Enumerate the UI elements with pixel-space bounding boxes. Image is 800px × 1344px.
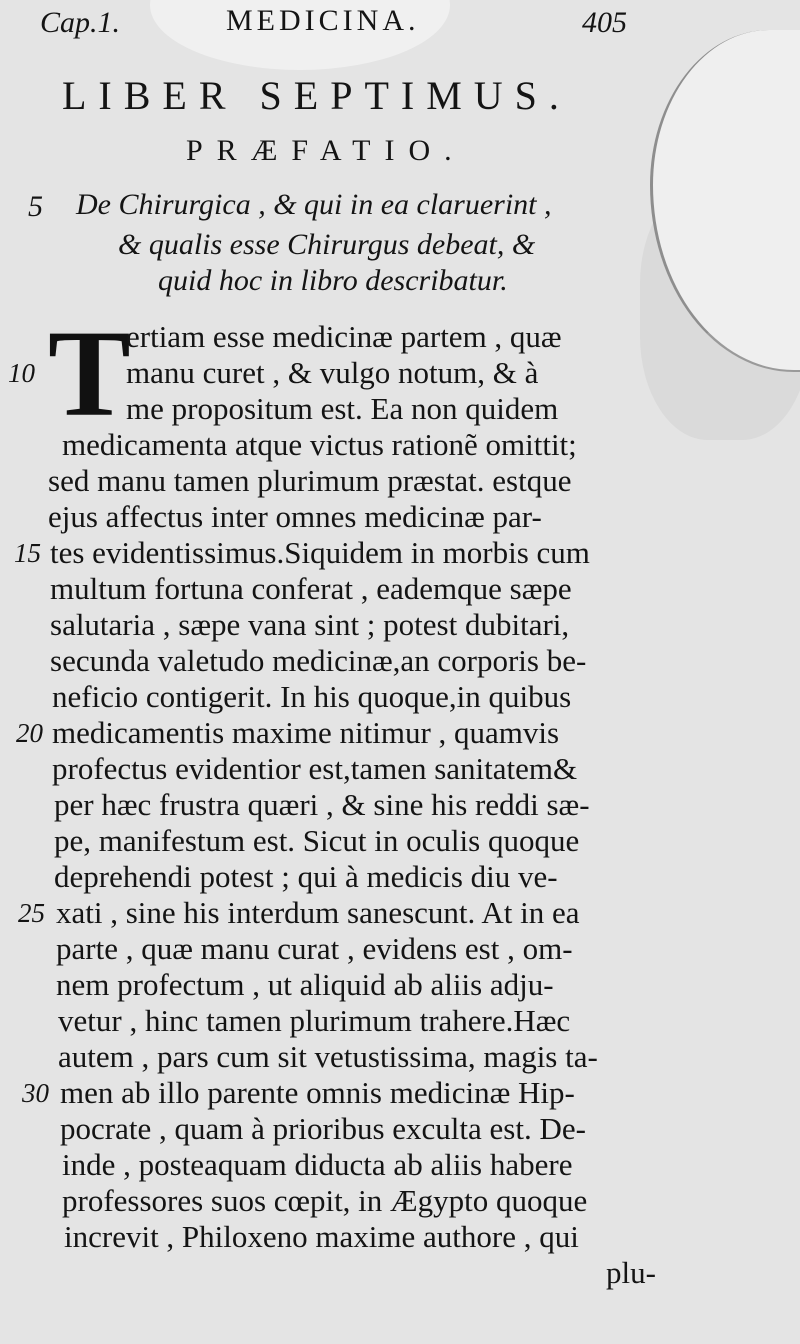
line-number-15: 15	[14, 538, 41, 568]
body-line: pe, manifestum est. Sicut in oculis quoque	[54, 823, 580, 858]
body-line: xati , sine his interdum sanescunt. At in ea	[56, 895, 580, 930]
body-line: salutaria , sæpe vana sint ; potest dubitari,	[50, 607, 570, 642]
line-number-20: 20	[16, 718, 43, 748]
subtitle-line: quid hoc in libro describatur.	[158, 264, 508, 297]
book-title: LIBER SEPTIMUS.	[62, 73, 571, 118]
body-line: me propositum est. Ea non quidem	[126, 391, 559, 426]
subtitle-line: & qualis esse Chirurgus debeat, &	[118, 228, 536, 261]
body-line: parte , quæ manu curat , evidens est , om-	[56, 931, 573, 966]
running-header-chapter: Cap.1.	[40, 6, 121, 39]
catchword: plu-	[606, 1255, 656, 1290]
body-line: medicamentis maxime nitimur , quamvis	[52, 715, 560, 750]
body-line: increvit , Philoxeno maxime authore , qui	[64, 1219, 579, 1254]
body-line: deprehendi potest ; qui à medicis diu ve-	[54, 859, 558, 894]
drop-cap: T	[48, 305, 131, 442]
body-line: professores suos cœpit, in Ægypto quoque	[62, 1183, 588, 1218]
body-line: nem profectum , ut aliquid ab aliis adju-	[56, 967, 554, 1002]
body-line: inde , posteaquam diducta ab aliis habere	[62, 1147, 573, 1182]
body-line: per hæc frustra quæri , & sine his reddi sæ-	[54, 787, 590, 822]
body-line: pocrate , quam à prioribus exculta est. De-	[60, 1111, 586, 1146]
body-line: medicamenta atque victus rationẽ omittit;	[62, 427, 577, 462]
body-line: multum fortuna conferat , eademque sæpe	[50, 571, 572, 606]
preface-heading: PRÆFATIO.	[186, 134, 466, 167]
page-number: 405	[582, 6, 627, 39]
line-number-30: 30	[22, 1078, 49, 1108]
body-line: sed manu tamen plurimum præstat. estque	[48, 463, 572, 498]
line-number-25: 25	[18, 898, 45, 928]
body-line: ejus affectus inter omnes medicinæ par-	[48, 499, 542, 534]
subtitle-line: De Chirurgica , & qui in ea claruerint ,	[76, 188, 552, 221]
line-number-5: 5	[28, 190, 43, 223]
body-line: neficio contigerit. In his quoque,in quibus	[52, 679, 572, 714]
body-line: vetur , hinc tamen plurimum trahere.Hæc	[58, 1003, 571, 1038]
body-line: men ab illo parente omnis medicinæ Hip-	[60, 1075, 575, 1110]
running-header-title: MEDICINA.	[226, 4, 420, 37]
body-line: ertiam esse medicinæ partem , quæ	[126, 319, 562, 354]
body-line: profectus evidentior est,tamen sanitatem&	[52, 751, 578, 786]
body-line: secunda valetudo medicinæ,an corporis be-	[50, 643, 587, 678]
body-line: manu curet , & vulgo notum, & à	[126, 355, 539, 390]
body-line: autem , pars cum sit vetustissima, magis ta-	[58, 1039, 598, 1074]
body-line: tes evidentissimus.Siquidem in morbis cum	[50, 535, 590, 570]
line-number-10: 10	[8, 358, 35, 388]
